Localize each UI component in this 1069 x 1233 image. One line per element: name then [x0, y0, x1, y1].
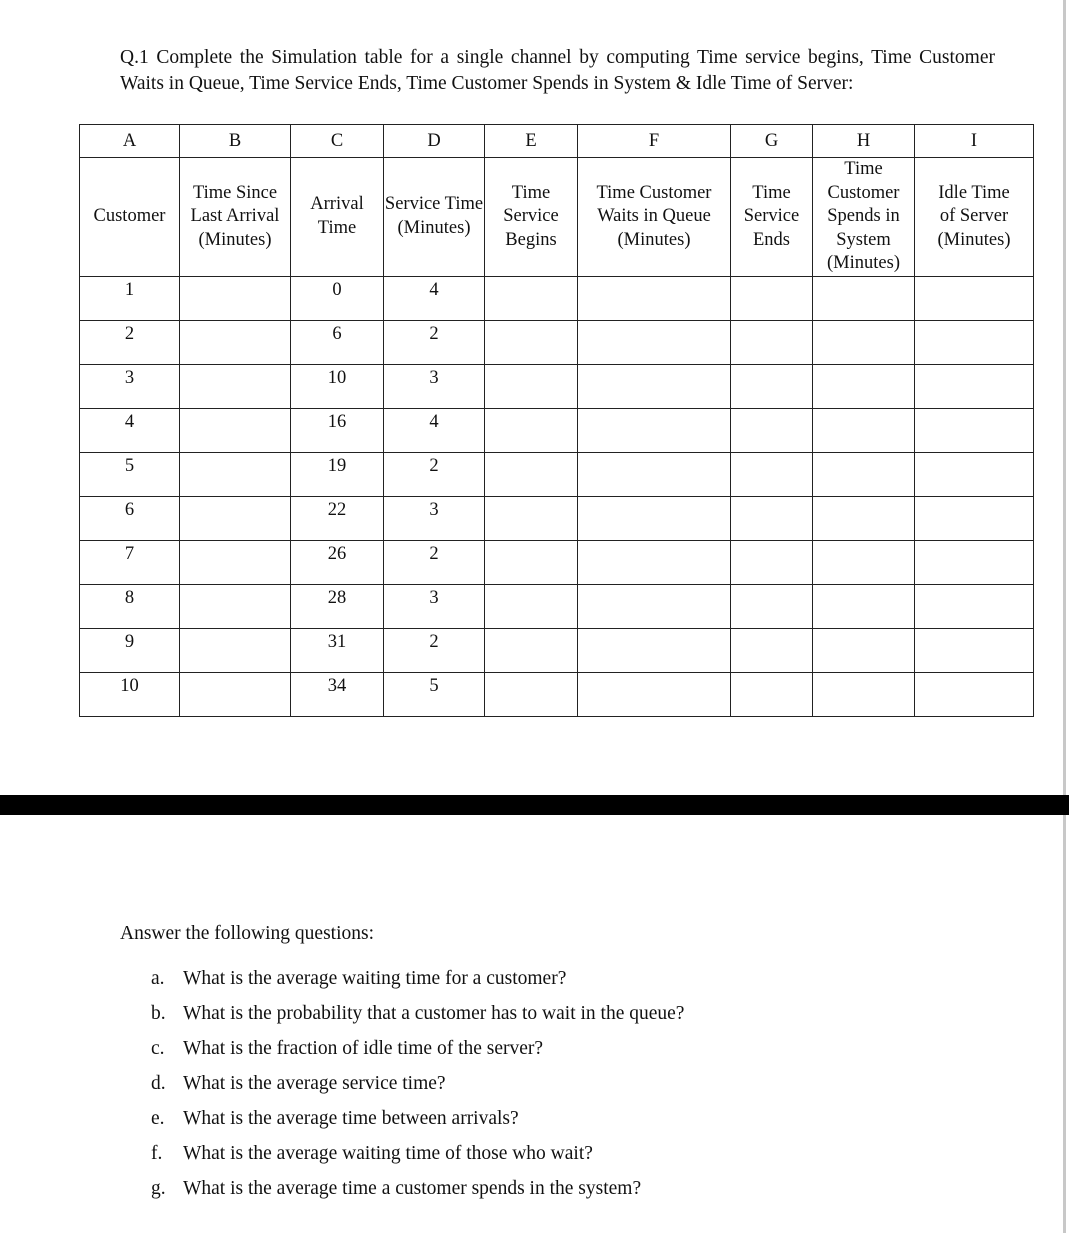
question-item	[151, 965, 684, 1000]
column-letter: D	[384, 125, 485, 158]
time-in-system-cell	[813, 496, 915, 540]
customer-cell: 9	[80, 628, 180, 672]
arrival-time-cell: 34	[291, 672, 384, 716]
time-in-system-cell	[813, 408, 915, 452]
time-since-last-arrival-cell	[180, 628, 291, 672]
page-edge	[1063, 0, 1066, 795]
table-row	[80, 628, 1034, 672]
idle-time-cell	[915, 672, 1034, 716]
arrival-time-cell: 16	[291, 408, 384, 452]
wait-in-queue-cell	[578, 408, 731, 452]
column-letter: H	[813, 125, 915, 158]
idle-time-cell	[915, 276, 1034, 320]
customer-cell: 10	[80, 672, 180, 716]
wait-in-queue-cell	[578, 364, 731, 408]
arrival-time-cell: 31	[291, 628, 384, 672]
service-ends-cell	[731, 628, 813, 672]
column-header-row	[80, 158, 1034, 277]
question-item	[151, 1035, 684, 1070]
column-header: Time Customer Waits in Queue (Minutes)	[578, 158, 731, 277]
time-since-last-arrival-cell	[180, 452, 291, 496]
column-letter-row	[80, 125, 1034, 158]
column-letter: E	[485, 125, 578, 158]
table-row	[80, 540, 1034, 584]
question-item	[151, 1070, 684, 1105]
time-since-last-arrival-cell	[180, 408, 291, 452]
time-since-last-arrival-cell	[180, 584, 291, 628]
questions-list	[151, 965, 684, 1210]
table-row	[80, 276, 1034, 320]
question-item	[151, 1175, 684, 1210]
customer-cell: 5	[80, 452, 180, 496]
arrival-time-cell: 19	[291, 452, 384, 496]
question-marker: g.	[151, 1178, 166, 1199]
customer-cell: 7	[80, 540, 180, 584]
table-row	[80, 672, 1034, 716]
time-since-last-arrival-cell	[180, 672, 291, 716]
service-time-cell: 3	[384, 584, 485, 628]
question-marker: f.	[151, 1143, 163, 1164]
service-time-cell: 2	[384, 320, 485, 364]
question-marker: a.	[151, 968, 165, 989]
time-in-system-cell	[813, 452, 915, 496]
column-letter: I	[915, 125, 1034, 158]
arrival-time-cell: 10	[291, 364, 384, 408]
customer-cell: 4	[80, 408, 180, 452]
service-time-cell: 3	[384, 496, 485, 540]
question-item-text: What is the probability that a customer has to wait in the queue?	[183, 1003, 685, 1024]
question-marker: c.	[151, 1038, 165, 1059]
question-item-text: What is the fraction of idle time of the server?	[183, 1038, 544, 1059]
table-row	[80, 320, 1034, 364]
column-letter: B	[180, 125, 291, 158]
time-in-system-cell	[813, 584, 915, 628]
service-time-cell: 2	[384, 540, 485, 584]
service-time-cell: 4	[384, 408, 485, 452]
time-in-system-cell	[813, 628, 915, 672]
question-marker: e.	[151, 1108, 165, 1129]
time-since-last-arrival-cell	[180, 276, 291, 320]
wait-in-queue-cell	[578, 276, 731, 320]
column-letter: A	[80, 125, 180, 158]
service-ends-cell	[731, 276, 813, 320]
service-ends-cell	[731, 496, 813, 540]
column-header: Arrival Time	[291, 158, 384, 277]
service-begins-cell	[485, 408, 578, 452]
service-ends-cell	[731, 584, 813, 628]
idle-time-cell	[915, 320, 1034, 364]
table-row	[80, 364, 1034, 408]
column-header: Idle Time of Server (Minutes)	[915, 158, 1034, 277]
question-item-text: What is the average waiting time for a customer?	[183, 968, 567, 989]
arrival-time-cell: 28	[291, 584, 384, 628]
wait-in-queue-cell	[578, 320, 731, 364]
service-begins-cell	[485, 452, 578, 496]
time-in-system-cell	[813, 540, 915, 584]
column-letter: G	[731, 125, 813, 158]
wait-in-queue-cell	[578, 672, 731, 716]
service-begins-cell	[485, 364, 578, 408]
simulation-table	[79, 124, 1034, 717]
question-item-text: What is the average time a customer spends in the system?	[183, 1178, 642, 1199]
service-time-cell: 3	[384, 364, 485, 408]
service-begins-cell	[485, 628, 578, 672]
page-edge	[1063, 815, 1066, 1233]
service-time-cell: 4	[384, 276, 485, 320]
wait-in-queue-cell	[578, 628, 731, 672]
customer-cell: 8	[80, 584, 180, 628]
arrival-time-cell: 0	[291, 276, 384, 320]
service-ends-cell	[731, 364, 813, 408]
time-since-last-arrival-cell	[180, 364, 291, 408]
service-ends-cell	[731, 672, 813, 716]
time-since-last-arrival-cell	[180, 540, 291, 584]
question-item	[151, 1000, 684, 1035]
column-header: Service Time (Minutes)	[384, 158, 485, 277]
question-marker: d.	[151, 1073, 166, 1094]
service-begins-cell	[485, 672, 578, 716]
time-in-system-cell	[813, 276, 915, 320]
question-item	[151, 1140, 684, 1175]
service-time-cell: 5	[384, 672, 485, 716]
time-in-system-cell	[813, 364, 915, 408]
service-ends-cell	[731, 452, 813, 496]
column-header: Time Service Ends	[731, 158, 813, 277]
table-row	[80, 452, 1034, 496]
service-begins-cell	[485, 584, 578, 628]
idle-time-cell	[915, 364, 1034, 408]
idle-time-cell	[915, 496, 1034, 540]
wait-in-queue-cell	[578, 584, 731, 628]
column-header: Time Customer Spends in System (Minutes)	[813, 158, 915, 277]
time-in-system-cell	[813, 320, 915, 364]
question-item-text: What is the average service time?	[183, 1073, 446, 1094]
customer-cell: 3	[80, 364, 180, 408]
question-item-text: What is the average time between arrivals?	[183, 1108, 519, 1129]
column-header: Time Since Last Arrival (Minutes)	[180, 158, 291, 277]
time-since-last-arrival-cell	[180, 496, 291, 540]
service-begins-cell	[485, 320, 578, 364]
service-ends-cell	[731, 540, 813, 584]
idle-time-cell	[915, 452, 1034, 496]
service-ends-cell	[731, 408, 813, 452]
answers-title: Answer the following questions:	[120, 923, 375, 944]
service-begins-cell	[485, 496, 578, 540]
customer-cell: 6	[80, 496, 180, 540]
column-header: Time Service Begins	[485, 158, 578, 277]
table-row	[80, 584, 1034, 628]
idle-time-cell	[915, 584, 1034, 628]
service-begins-cell	[485, 276, 578, 320]
column-letter: C	[291, 125, 384, 158]
customer-cell: 1	[80, 276, 180, 320]
idle-time-cell	[915, 408, 1034, 452]
service-time-cell: 2	[384, 628, 485, 672]
table-row	[80, 496, 1034, 540]
time-in-system-cell	[813, 672, 915, 716]
question-text: Q.1 Complete the Simulation table for a single channel by computing Time service begins, Time Customer Waits in Queue, Time Service Ends, Time Customer Spends in System & Idle Time of Server:	[120, 46, 995, 94]
wait-in-queue-cell	[578, 452, 731, 496]
column-letter: F	[578, 125, 731, 158]
page-break	[0, 795, 1069, 815]
question-item-text: What is the average waiting time of those who wait?	[183, 1143, 593, 1164]
question-item	[151, 1105, 684, 1140]
wait-in-queue-cell	[578, 540, 731, 584]
arrival-time-cell: 26	[291, 540, 384, 584]
arrival-time-cell: 22	[291, 496, 384, 540]
service-begins-cell	[485, 540, 578, 584]
wait-in-queue-cell	[578, 496, 731, 540]
time-since-last-arrival-cell	[180, 320, 291, 364]
column-header: Customer	[80, 158, 180, 277]
question-marker: b.	[151, 1003, 166, 1024]
service-time-cell: 2	[384, 452, 485, 496]
idle-time-cell	[915, 628, 1034, 672]
table-row	[80, 408, 1034, 452]
idle-time-cell	[915, 540, 1034, 584]
service-ends-cell	[731, 320, 813, 364]
arrival-time-cell: 6	[291, 320, 384, 364]
customer-cell: 2	[80, 320, 180, 364]
